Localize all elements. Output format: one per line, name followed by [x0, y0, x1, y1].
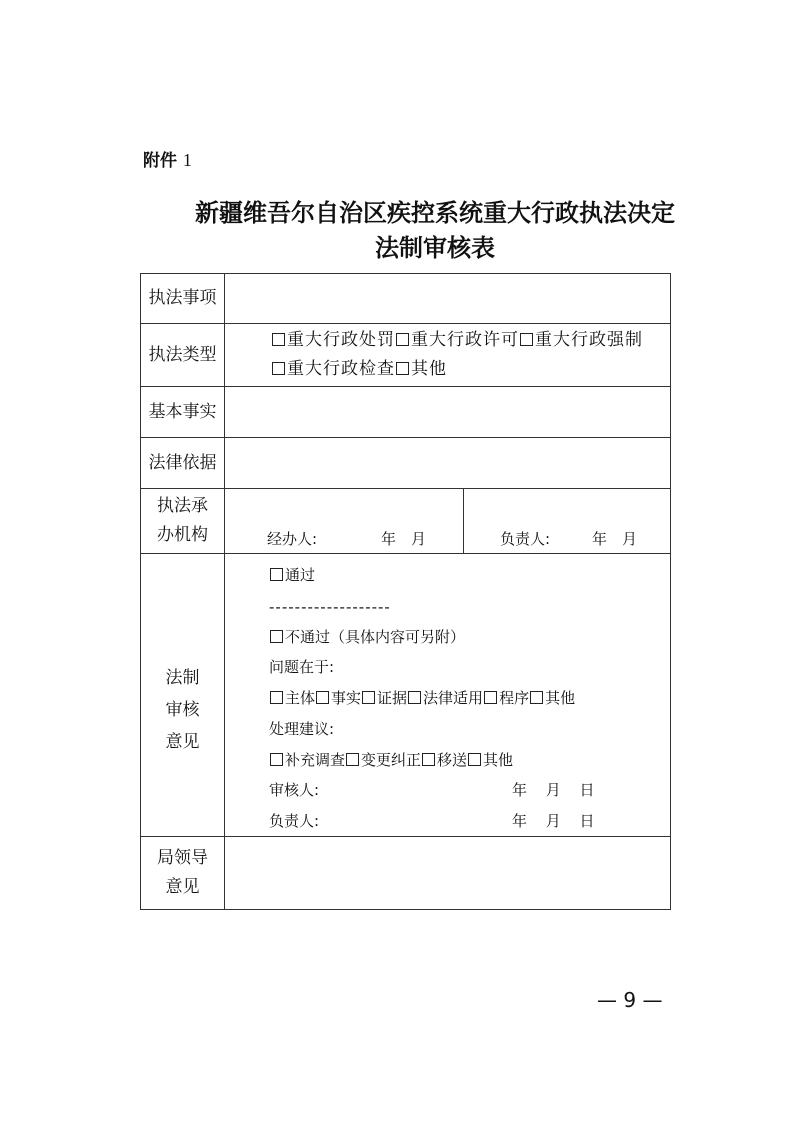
field-legal-basis[interactable]: [225, 438, 671, 489]
option-label: 重大行政检查: [287, 359, 395, 379]
checkbox-problem-other[interactable]: [529, 689, 575, 707]
checkbox-suggest-other[interactable]: [467, 751, 513, 769]
responsible-date: 年 月: [592, 530, 638, 548]
field-matter[interactable]: [225, 274, 671, 324]
responsible-label: 负责人:: [500, 530, 551, 548]
row-matter: [141, 274, 671, 324]
checkbox-major-license[interactable]: [395, 330, 519, 350]
label-agency-line1: 执法承: [157, 496, 208, 516]
suggestion-options: [269, 749, 513, 770]
type-options-line1: [271, 326, 670, 355]
checkbox-icon[interactable]: [408, 691, 421, 704]
checkbox-icon[interactable]: [396, 333, 409, 346]
checkbox-major-penalty[interactable]: [271, 330, 395, 350]
checkbox-icon[interactable]: [422, 753, 435, 766]
checkbox-icon[interactable]: [270, 630, 283, 643]
option-label: 程序: [499, 689, 530, 707]
checkbox-icon[interactable]: [362, 691, 375, 704]
checkbox-icon[interactable]: [468, 753, 481, 766]
problem-label: 问题在于:: [269, 658, 335, 676]
type-options-line2: [271, 355, 670, 384]
document-subtitle: 法制审核表: [375, 233, 495, 262]
option-label: 重大行政许可: [411, 330, 519, 350]
option-label: 主体: [285, 689, 316, 707]
attachment-text: 附件: [143, 151, 177, 171]
row-type: [141, 324, 671, 387]
checkbox-major-enforcement[interactable]: [519, 330, 643, 350]
option-label: 补充调查: [285, 751, 346, 769]
handler-cell[interactable]: [225, 489, 464, 553]
fail-label: 不通过（具体内容可另附）: [285, 628, 466, 646]
label-agency: [141, 489, 225, 554]
option-label: 事实: [331, 689, 362, 707]
field-leader[interactable]: [225, 837, 671, 910]
option-label: 证据: [377, 689, 408, 707]
checkbox-icon[interactable]: [396, 362, 409, 375]
page-number: — 9 —: [597, 988, 663, 1012]
option-label: 其他: [483, 751, 514, 769]
checkbox-problem-evidence[interactable]: [361, 689, 407, 707]
problem-options: [269, 687, 575, 708]
label-legal-basis: 法律依据: [141, 438, 225, 489]
field-type: [225, 324, 671, 387]
checkbox-suggest-transfer[interactable]: [421, 751, 467, 769]
label-review-line3: 意见: [165, 732, 200, 752]
checkbox-problem-subject[interactable]: [269, 689, 315, 707]
label-leader: [141, 837, 225, 910]
option-label: 法律适用: [423, 689, 484, 707]
option-label: 变更纠正: [361, 751, 422, 769]
row-leader: [141, 837, 671, 910]
attachment-label: [143, 146, 192, 171]
checkbox-icon[interactable]: [346, 753, 359, 766]
document-title: 新疆维吾尔自治区疾控系统重大行政执法决定: [195, 198, 675, 227]
checkbox-icon[interactable]: [272, 333, 285, 346]
checkbox-problem-facts[interactable]: [315, 689, 361, 707]
checkbox-icon[interactable]: [530, 691, 543, 704]
option-label: 重大行政强制: [535, 330, 643, 350]
option-label: 其他: [545, 689, 576, 707]
field-agency: [225, 489, 671, 554]
review-responsible-date: 年 月 日: [512, 812, 595, 830]
reviewer-date: 年 月 日: [512, 781, 595, 799]
pass-label: 通过: [285, 566, 316, 584]
option-label: 其他: [411, 359, 447, 379]
separator-line: -------------------: [269, 598, 391, 616]
reviewer-label: 审核人:: [269, 781, 320, 799]
review-responsible-label: 负责人:: [269, 812, 320, 830]
option-label: 移送: [437, 751, 468, 769]
label-matter: 执法事项: [141, 274, 225, 324]
checkbox-icon[interactable]: [270, 691, 283, 704]
checkbox-icon[interactable]: [272, 362, 285, 375]
checkbox-icon[interactable]: [270, 753, 283, 766]
row-legal-basis: [141, 438, 671, 489]
field-review: [225, 554, 671, 837]
label-leader-line2: 意见: [165, 877, 200, 897]
handler-date: 年 月: [381, 530, 427, 548]
label-leader-line1: 局领导: [157, 848, 208, 868]
option-label: 重大行政处罚: [287, 330, 395, 350]
checkbox-problem-law[interactable]: [407, 689, 483, 707]
row-review: [141, 554, 671, 837]
checkbox-suggest-investigate[interactable]: [269, 751, 345, 769]
review-form-table: [140, 273, 671, 910]
checkbox-icon[interactable]: [316, 691, 329, 704]
row-agency: [141, 489, 671, 554]
checkbox-fail[interactable]: [269, 626, 465, 647]
checkbox-icon[interactable]: [484, 691, 497, 704]
checkbox-problem-procedure[interactable]: [483, 689, 529, 707]
handler-label: 经办人:: [267, 530, 318, 548]
field-facts[interactable]: [225, 387, 671, 438]
checkbox-pass[interactable]: [269, 564, 315, 585]
responsible-cell[interactable]: [464, 489, 670, 553]
checkbox-major-inspection[interactable]: [271, 359, 395, 379]
checkbox-type-other[interactable]: [395, 359, 447, 379]
label-facts: 基本事实: [141, 387, 225, 438]
label-review: [141, 554, 225, 837]
suggest-label: 处理建议:: [269, 720, 335, 738]
label-agency-line2: 办机构: [157, 525, 208, 545]
checkbox-suggest-correct[interactable]: [345, 751, 421, 769]
label-review-line1: 法制: [165, 668, 200, 688]
attachment-number: 1: [182, 150, 192, 170]
checkbox-icon[interactable]: [270, 568, 283, 581]
checkbox-icon[interactable]: [520, 333, 533, 346]
row-facts: [141, 387, 671, 438]
label-type: 执法类型: [141, 324, 225, 387]
label-review-line2: 审核: [165, 700, 200, 720]
